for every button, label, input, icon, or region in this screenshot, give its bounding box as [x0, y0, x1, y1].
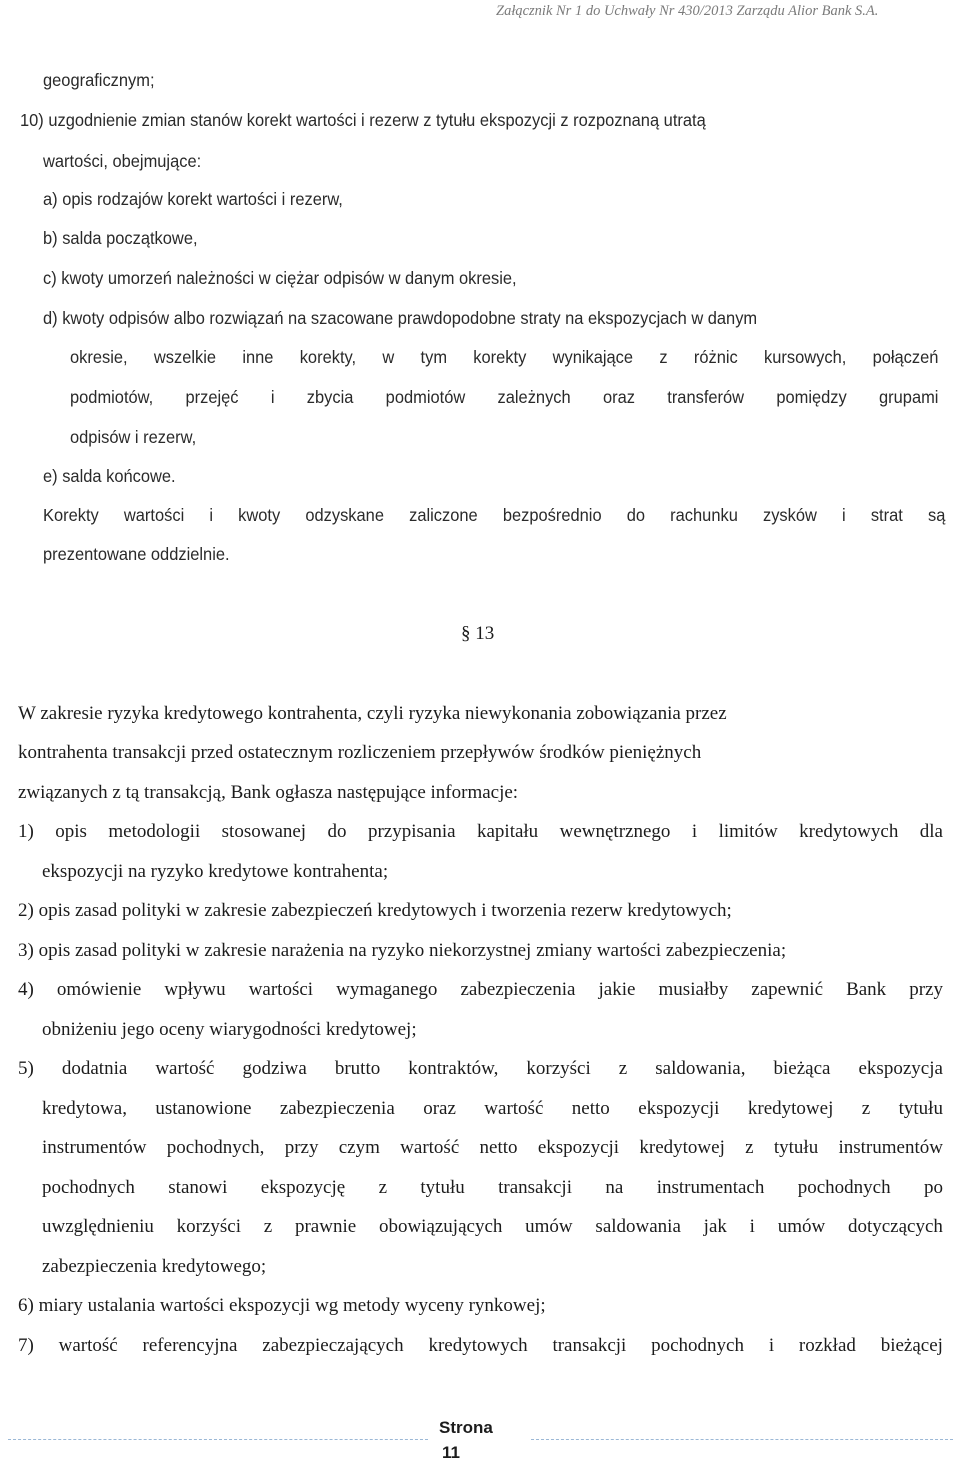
justified-text-line: instrumentów pochodnych, przy czym wartość netto ekspozycji kredytowej z tytułu instrumentów	[42, 1137, 943, 1158]
text-line: 10) uzgodnienie zmian stanów korekt wartości i rezerw z tytułu ekspozycji z rozpoznaną utratą	[20, 110, 706, 130]
justified-text-line: Korekty wartości i kwoty odzyskane zaliczone bezpośrednio do rachunku zysków i strat są	[43, 505, 946, 525]
footer-rule-left	[8, 1439, 428, 1440]
text-line: a) opis rodzajów korekt wartości i rezerw,	[43, 189, 343, 209]
text-line: ekspozycji na ryzyko kredytowe kontrahenta;	[42, 861, 389, 882]
footer-page-number: 11	[442, 1443, 460, 1462]
text-line: c) kwoty umorzeń należności w ciężar odpisów w danym okresie,	[43, 268, 517, 288]
footer-rule-right	[531, 1439, 953, 1440]
text-line: 6) miary ustalania wartości ekspozycji wg metody wyceny rynkowej;	[18, 1295, 546, 1316]
text-line: b) salda początkowe,	[43, 228, 198, 248]
text-line: odpisów i rezerw,	[70, 427, 197, 447]
section-heading: § 13	[461, 623, 495, 644]
text-line: geograficznym;	[43, 70, 155, 90]
text-line: wartości, obejmujące:	[43, 151, 202, 171]
text-line: kontrahenta transakcji przed ostatecznym rozliczeniem przepływów środków pieniężnych	[18, 742, 702, 763]
text-line: W zakresie ryzyka kredytowego kontrahenta, czyli ryzyka niewykonania zobowiązania przez	[18, 703, 727, 724]
justified-text-line: kredytowa, ustanowione zabezpieczenia oraz wartość netto ekspozycji kredytowej z tytułu	[42, 1098, 943, 1119]
text-line: d) kwoty odpisów albo rozwiązań na szacowane prawdopodobne straty na ekspozycjach w danym	[43, 308, 758, 328]
text-line: obniżeniu jego oceny wiarygodności kredytowej;	[42, 1019, 417, 1040]
text-line: zabezpieczenia kredytowego;	[42, 1256, 267, 1277]
justified-text-line: okresie, wszelkie inne korekty, w tym korekty wynikające z różnic kursowych, połączeń	[70, 347, 939, 367]
text-line: 3) opis zasad polityki w zakresie narażenia na ryzyko niekorzystnej zmiany wartości zabezpieczenia;	[18, 940, 787, 961]
text-line: związanych z tą transakcją, Bank ogłasza następujące informacje:	[18, 782, 519, 803]
text-line: e) salda końcowe.	[43, 466, 176, 486]
justified-text-line: 4) omówienie wpływu wartości wymaganego zabezpieczenia jakie musiałby zapewnić Bank przy	[18, 979, 943, 1000]
justified-text-line: uwzględnieniu korzyści z prawnie obowiązujących umów saldowania jak i umów dotyczących	[42, 1216, 943, 1237]
justified-text-line: podmiotów, przejęć i zbycia podmiotów zależnych oraz transferów pomiędzy grupami	[70, 387, 939, 407]
text-line: 2) opis zasad polityki w zakresie zabezpieczeń kredytowych i tworzenia rezerw kredytowych;	[18, 900, 732, 921]
text-line: prezentowane oddzielnie.	[43, 544, 230, 564]
attachment-header-note: Załącznik Nr 1 do Uchwały Nr 430/2013 Zarządu Alior Bank S.A.	[496, 3, 879, 19]
justified-text-line: 1) opis metodologii stosowanej do przypisania kapitału wewnętrznego i limitów kredytowych dla	[18, 821, 943, 842]
justified-text-line: pochodnych stanowi ekspozycję z tytułu transakcji na instrumentach pochodnych po	[42, 1177, 943, 1198]
justified-text-line: 7) wartość referencyjna zabezpieczających kredytowych transakcji pochodnych i rozkład bieżącej	[18, 1335, 943, 1356]
justified-text-line: 5) dodatnia wartość godziwa brutto kontraktów, korzyści z saldowania, bieżąca ekspozycja	[18, 1058, 943, 1079]
footer-page-label: Strona	[439, 1418, 493, 1437]
